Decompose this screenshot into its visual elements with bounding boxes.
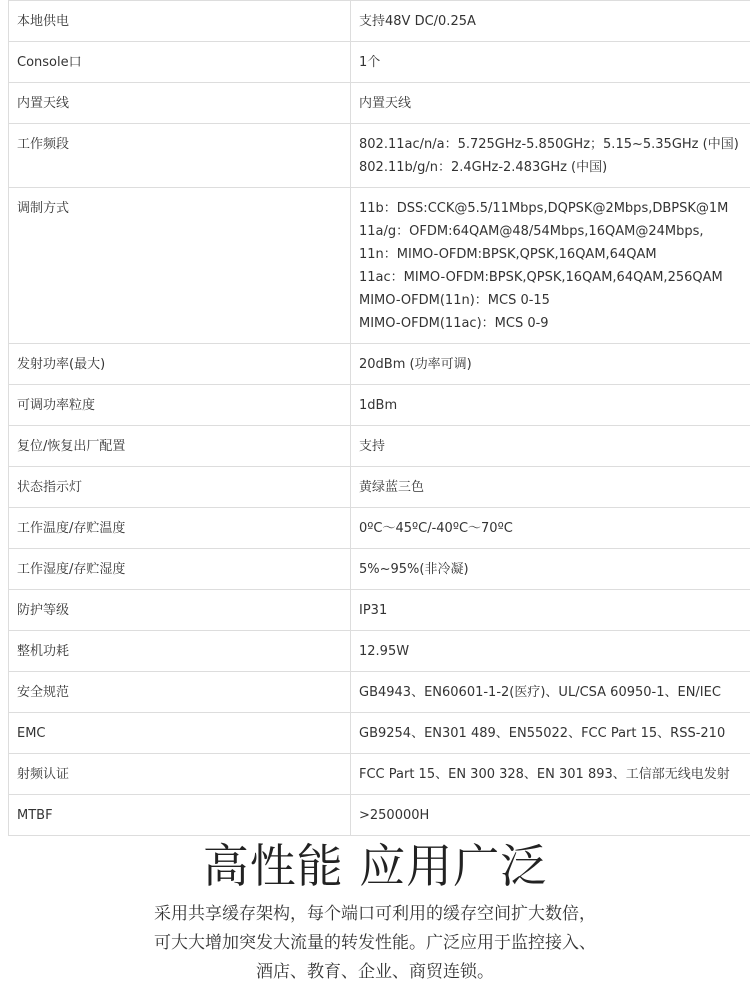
spec-row	[9, 426, 750, 467]
spec-label: 本地供电	[9, 1, 351, 42]
spec-label: 复位/恢复出厂配置	[9, 426, 351, 467]
spec-value-line: GB9254、EN301 489、EN55022、FCC Part 15、RSS-210	[359, 726, 726, 741]
spec-value-line: FCC Part 15、EN 300 328、EN 301 893、工信部无线电发射	[359, 767, 730, 782]
spec-row	[9, 83, 750, 124]
spec-value-line: GB4943、EN60601-1-2(医疗)、UL/CSA 60950-1、EN/IEC	[359, 685, 721, 700]
spec-label: 防护等级	[9, 590, 351, 631]
spec-row	[9, 713, 750, 754]
spec-row	[9, 754, 750, 795]
spec-row	[9, 1, 750, 42]
spec-value	[351, 124, 750, 188]
spec-value-line: 0ºC～45ºC/-40ºC～70ºC	[359, 521, 513, 536]
spec-row	[9, 344, 750, 385]
spec-value-line: IP31	[359, 603, 388, 618]
spec-value-line: 支持	[359, 439, 386, 454]
spec-value-line: 802.11b/g/n：2.4GHz-2.483GHz (中国)	[359, 160, 608, 175]
spec-value-line: MIMO-OFDM(11ac)：MCS 0-9	[359, 316, 549, 331]
spec-value-line: 12.95W	[359, 644, 410, 659]
spec-label: Console口	[9, 42, 351, 83]
spec-value	[351, 188, 750, 344]
spec-table-body	[9, 1, 750, 836]
spec-value-line: 11ac：MIMO-OFDM:BPSK,QPSK,16QAM,64QAM,256QAM	[359, 270, 723, 285]
spec-value	[351, 344, 750, 385]
spec-value	[351, 385, 750, 426]
spec-value	[351, 754, 750, 795]
spec-label: MTBF	[9, 795, 351, 836]
spec-label: 工作频段	[9, 124, 351, 188]
description-line: 可大大增加突发大流量的转发性能。广泛应用于监控接入、	[154, 933, 596, 953]
spec-value-line: 黄绿蓝三色	[359, 480, 425, 495]
spec-value-line: 内置天线	[359, 96, 412, 111]
spec-value	[351, 713, 750, 754]
spec-value-line: 11a/g：OFDM:64QAM@48/54Mbps,16QAM@24Mbps,	[359, 224, 704, 239]
spec-row	[9, 672, 750, 713]
spec-value	[351, 42, 750, 83]
spec-label: 状态指示灯	[9, 467, 351, 508]
spec-value-line: 1个	[359, 55, 381, 70]
spec-label: 工作温度/存贮温度	[9, 508, 351, 549]
spec-value-line: >250000H	[359, 808, 430, 823]
spec-value-line: 802.11ac/n/a：5.725GHz-5.850GHz；5.15~5.35GHz (中国)	[359, 137, 739, 152]
spec-value-line: 20dBm (功率可调)	[359, 357, 472, 372]
spec-label: 工作湿度/存贮湿度	[9, 549, 351, 590]
spec-label: 整机功耗	[9, 631, 351, 672]
spec-value-line: MIMO-OFDM(11n)：MCS 0-15	[359, 293, 550, 308]
spec-row	[9, 188, 750, 344]
spec-row	[9, 590, 750, 631]
spec-value	[351, 631, 750, 672]
spec-value	[351, 1, 750, 42]
spec-row	[9, 42, 750, 83]
spec-value-line: 5%~95%(非冷凝)	[359, 562, 469, 577]
spec-value	[351, 467, 750, 508]
spec-value-line: 1dBm	[359, 398, 398, 413]
spec-value-line: 11n：MIMO-OFDM:BPSK,QPSK,16QAM,64QAM	[359, 247, 657, 262]
spec-value	[351, 672, 750, 713]
spec-row	[9, 385, 750, 426]
description-line: 酒店、教育、企业、商贸连锁。	[256, 962, 494, 982]
spec-label: 射频认证	[9, 754, 351, 795]
spec-row	[9, 508, 750, 549]
spec-value-line: 支持48V DC/0.25A	[359, 14, 476, 29]
spec-value	[351, 83, 750, 124]
spec-table	[8, 0, 750, 836]
spec-row	[9, 795, 750, 836]
spec-row	[9, 467, 750, 508]
spec-row	[9, 124, 750, 188]
spec-value	[351, 426, 750, 467]
spec-value	[351, 549, 750, 590]
spec-value	[351, 795, 750, 836]
spec-label: 内置天线	[9, 83, 351, 124]
description-line: 采用共享缓存架构，每个端口可利用的缓存空间扩大数倍，	[154, 904, 596, 924]
spec-row	[9, 631, 750, 672]
spec-label: 调制方式	[9, 188, 351, 344]
spec-label: 安全规范	[9, 672, 351, 713]
spec-label: EMC	[9, 713, 351, 754]
spec-value	[351, 590, 750, 631]
spec-value-line: 11b：DSS:CCK@5.5/11Mbps,DQPSK@2Mbps,DBPSK@1M	[359, 201, 729, 216]
spec-row	[9, 549, 750, 590]
spec-value	[351, 508, 750, 549]
spec-label: 可调功率粒度	[9, 385, 351, 426]
section-description	[0, 900, 750, 987]
section-title: 高性能 应用广泛	[202, 839, 548, 893]
spec-label: 发射功率(最大)	[9, 344, 351, 385]
